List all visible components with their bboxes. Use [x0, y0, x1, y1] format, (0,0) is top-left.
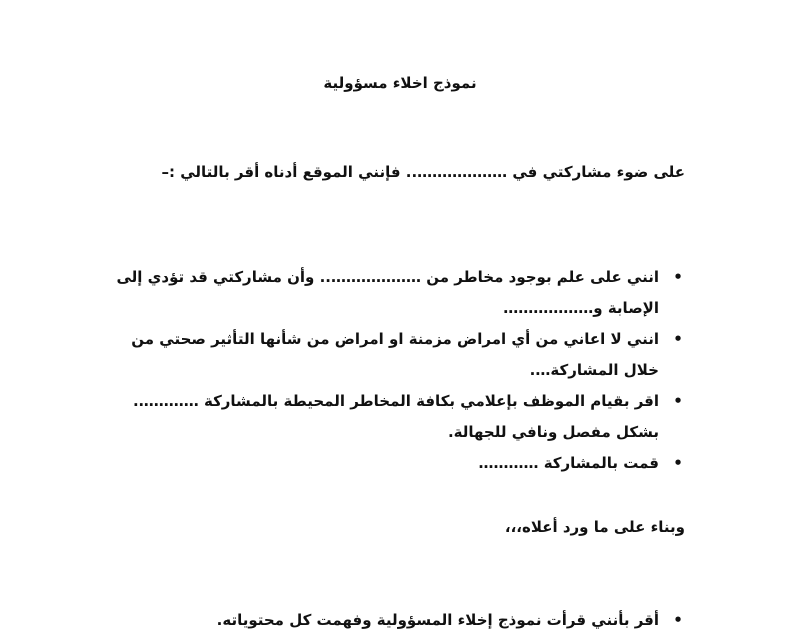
bullet-icon: •: [673, 268, 683, 286]
list-item: [110, 324, 685, 386]
final-statement-list: [110, 605, 685, 636]
bullet-icon: •: [673, 330, 683, 348]
list-item: [110, 605, 685, 636]
acknowledgement-list: [110, 262, 685, 479]
conclusion-heading: وبناء على ما ورد أعلاه،،،: [504, 518, 685, 536]
bullet-icon: •: [673, 392, 683, 410]
list-item-text: انني لا اعاني من أي امراض مزمنة او امراض من شأنها التأثير صحتي من خلال المشاركة….: [131, 330, 659, 379]
list-item-text: قمت بالمشاركة …………: [478, 454, 659, 472]
intro-statement: على ضوء مشاركتي في ……………….. فإنني الموقع أدناه أقر بالتالي :–: [161, 163, 685, 181]
page-title: نموذج اخلاء مسؤولية: [323, 74, 477, 92]
list-item-text: اقر بقيام الموظف بإعلامي بكافة المخاطر المحيطة بالمشاركة …………. بشكل مفصل ونافي للجهالة.: [133, 392, 659, 441]
list-item: [110, 448, 685, 479]
list-item-text: انني على علم بوجود مخاطر من ……………….. وأن مشاركتي قد تؤدي إلى الإصابة و………………: [116, 268, 659, 317]
bullet-icon: •: [673, 611, 683, 629]
list-item: [110, 262, 685, 324]
list-item: [110, 386, 685, 448]
list-item-text: أقر بأنني قرأت نموذج إخلاء المسؤولية وفهمت كل محتوياته.: [216, 611, 659, 629]
bullet-icon: •: [673, 454, 683, 472]
